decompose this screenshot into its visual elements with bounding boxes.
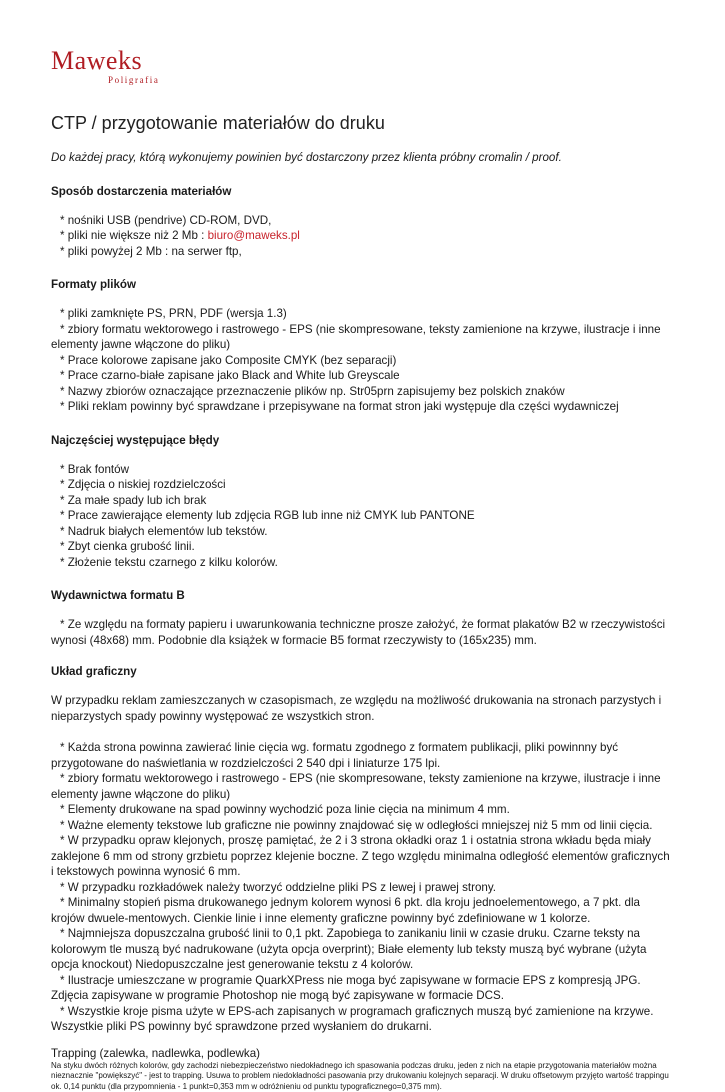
- list-item: * Za małe spady lub ich brak: [51, 493, 671, 509]
- list-item: * pliki nie większe niż 2 Mb : biuro@maweks.pl: [51, 228, 671, 244]
- layout-intro: W przypadku reklam zamieszczanych w czasopismach, ze względu na możliwość drukowania na stronach parzystych i nieparzystych spady powinny występować ze wszystkich stron.: [51, 693, 671, 724]
- list-item: * nośniki USB (pendrive) CD-ROM, DVD,: [51, 213, 671, 229]
- list-item: * zbiory formatu wektorowego i rastrowego - EPS (nie skompresowane, teksty zamienione na krzywe, ilustracje i inne elementy jawne włączone do pliku): [51, 322, 671, 353]
- list-item: * Zbyt cienka grubość linii.: [51, 539, 671, 555]
- errors-heading: Najczęściej występujące błędy: [51, 433, 671, 448]
- delivery-heading: Sposób dostarczenia materiałów: [51, 184, 671, 199]
- list-item: * Złożenie tekstu czarnego z kilku kolorów.: [51, 555, 671, 571]
- trapping-title: Trapping (zalewka, nadlewka, podlewka): [51, 1047, 671, 1061]
- list-item: * Zdjęcia o niskiej rozdzielczości: [51, 477, 671, 493]
- delivery-list: [51, 213, 671, 260]
- formats-list: [51, 306, 671, 415]
- trapping-text: Na styku dwóch różnych kolorów, gdy zachodzi niebezpieczeństwo niedokładnego ich spasowania podczas druku, jeden z nich na etapie przygotowania materiałów można nieznacznie "powiększyć" - jest to trapping. Usuwa to problem niedokładności pasowania przy drukowaniu kolejnych separacji. W druku offsetowym przyjęto wartość trappingu ok. 0,14 punktu (dla przypomnienia - 1 punkt=0,353 mm w odróżnieniu od punktu typograficznego=0,375 mm).: [51, 1061, 671, 1092]
- layout-list: [51, 740, 671, 1035]
- list-item: * Najmniejsza dopuszczalna grubość linii to 0,1 pkt. Zapobiega to zanikaniu linii w czasie druku. Czarne teksty na kolorowym tle muszą być nadrukowane (użyta opcja overprint); Białe elementy lub teksty muszą być wybrane (użyta opcja knockout) Niedopuszczalne jest generowanie tekstu z 4 kolorów.: [51, 926, 671, 973]
- list-item: * zbiory formatu wektorowego i rastrowego - EPS (nie skompresowane, teksty zamienione na krzywe, ilustracje i inne elementy jawne włączone do pliku): [51, 771, 671, 802]
- list-item: * Prace zawierające elementy lub zdjęcia RGB lub inne niż CMYK lub PANTONE: [51, 508, 671, 524]
- list-item: * Nazwy zbiorów oznaczające przeznaczenie plików np. Str05prn zapisujemy bez polskich znaków: [51, 384, 671, 400]
- list-item: * Ważne elementy tekstowe lub graficzne nie powinny znajdować się w odległości mniejszej niż 5 mm od linii cięcia.: [51, 818, 671, 834]
- list-item: * pliki zamknięte PS, PRN, PDF (wersja 1.3): [51, 306, 671, 322]
- errors-list: [51, 462, 671, 571]
- list-item: * Wszystkie kroje pisma użyte w EPS-ach zapisanych w programach graficznych muszą być zamienione na krzywe. Wszystkie pliki PS powinny być sprawdzone przed wysłaniem do drukarni.: [51, 1004, 671, 1035]
- list-item: * Każda strona powinna zawierać linie cięcia wg. formatu zgodnego z formatem publikacji, pliki powinnny być przygotowane do naświetlania w rozdzielczości 2 540 dpi i liniaturze 175 lpi.: [51, 740, 671, 771]
- list-item: * W przypadku rozkładówek należy tworzyć oddzielne pliki PS z lewej i prawej strony.: [51, 880, 671, 896]
- list-item: * Nadruk białych elementów lub tekstów.: [51, 524, 671, 540]
- logo-wordmark: Maweks: [51, 48, 161, 74]
- list-item: * Brak fontów: [51, 462, 671, 478]
- layout-heading: Układ graficzny: [51, 664, 671, 679]
- list-item: * Prace czarno-białe zapisane jako Black and White lub Greyscale: [51, 368, 671, 384]
- document-body: [51, 112, 671, 1092]
- list-item: * Prace kolorowe zapisane jako Composite CMYK (bez separacji): [51, 353, 671, 369]
- b-format-heading: Wydawnictwa formatu B: [51, 588, 671, 603]
- logo: [51, 48, 161, 88]
- list-item: * Pliki reklam powinny być sprawdzane i przepisywane na format stron jaki występuje dla części wydawniczej: [51, 399, 671, 415]
- list-item: * Ilustracje umieszczane w programie QuarkXPress nie moga być zapisywane w formacie EPS z kompresją JPG. Zdjęcia zapisywane w programie Photoshop nie mogą być zapisywane w formacie DCS.: [51, 973, 671, 1004]
- formats-heading: Formaty plików: [51, 277, 671, 292]
- b-format-text: * Ze względu na formaty papieru i uwarunkowania techniczne prosze założyć, że format plakatów B2 w rzeczywistości wynosi (48x68) mm. Podobnie dla książek w formacie B5 format rzeczywisty to (165x235) mm.: [51, 617, 671, 648]
- logo-subtitle: Poligrafia: [108, 75, 160, 85]
- intro-text: Do każdej pracy, którą wykonujemy powinien być dostarczony przez klienta próbny cromalin / proof.: [51, 150, 671, 166]
- list-item: * W przypadku opraw klejonych, proszę pamiętać, że 2 i 3 strona okładki oraz 1 i ostatnia strona wkładu będa miały zaklejone 6 mm od strony grzbietu poprzez klejenie boczne. Z tego względu minimalna odległość elementów graficznych i tekstowych powinna wynosić 6 mm.: [51, 833, 671, 880]
- list-item: * pliki powyżej 2 Mb : na serwer ftp,: [51, 244, 671, 260]
- list-item: * Elementy drukowane na spad powinny wychodzić poza linie cięcia na minimum 4 mm.: [51, 802, 671, 818]
- email-link[interactable]: biuro@maweks.pl: [208, 229, 300, 242]
- page-title: CTP / przygotowanie materiałów do druku: [51, 112, 671, 134]
- list-item: * Minimalny stopień pisma drukowanego jednym kolorem wynosi 6 pkt. dla kroju jednoelementowego, a 7 pkt. dla krojów dwuele-mentowych. Cienkie linie i inne elementy graficzne powinny być zdefiniowane w 1 kolorze.: [51, 895, 671, 926]
